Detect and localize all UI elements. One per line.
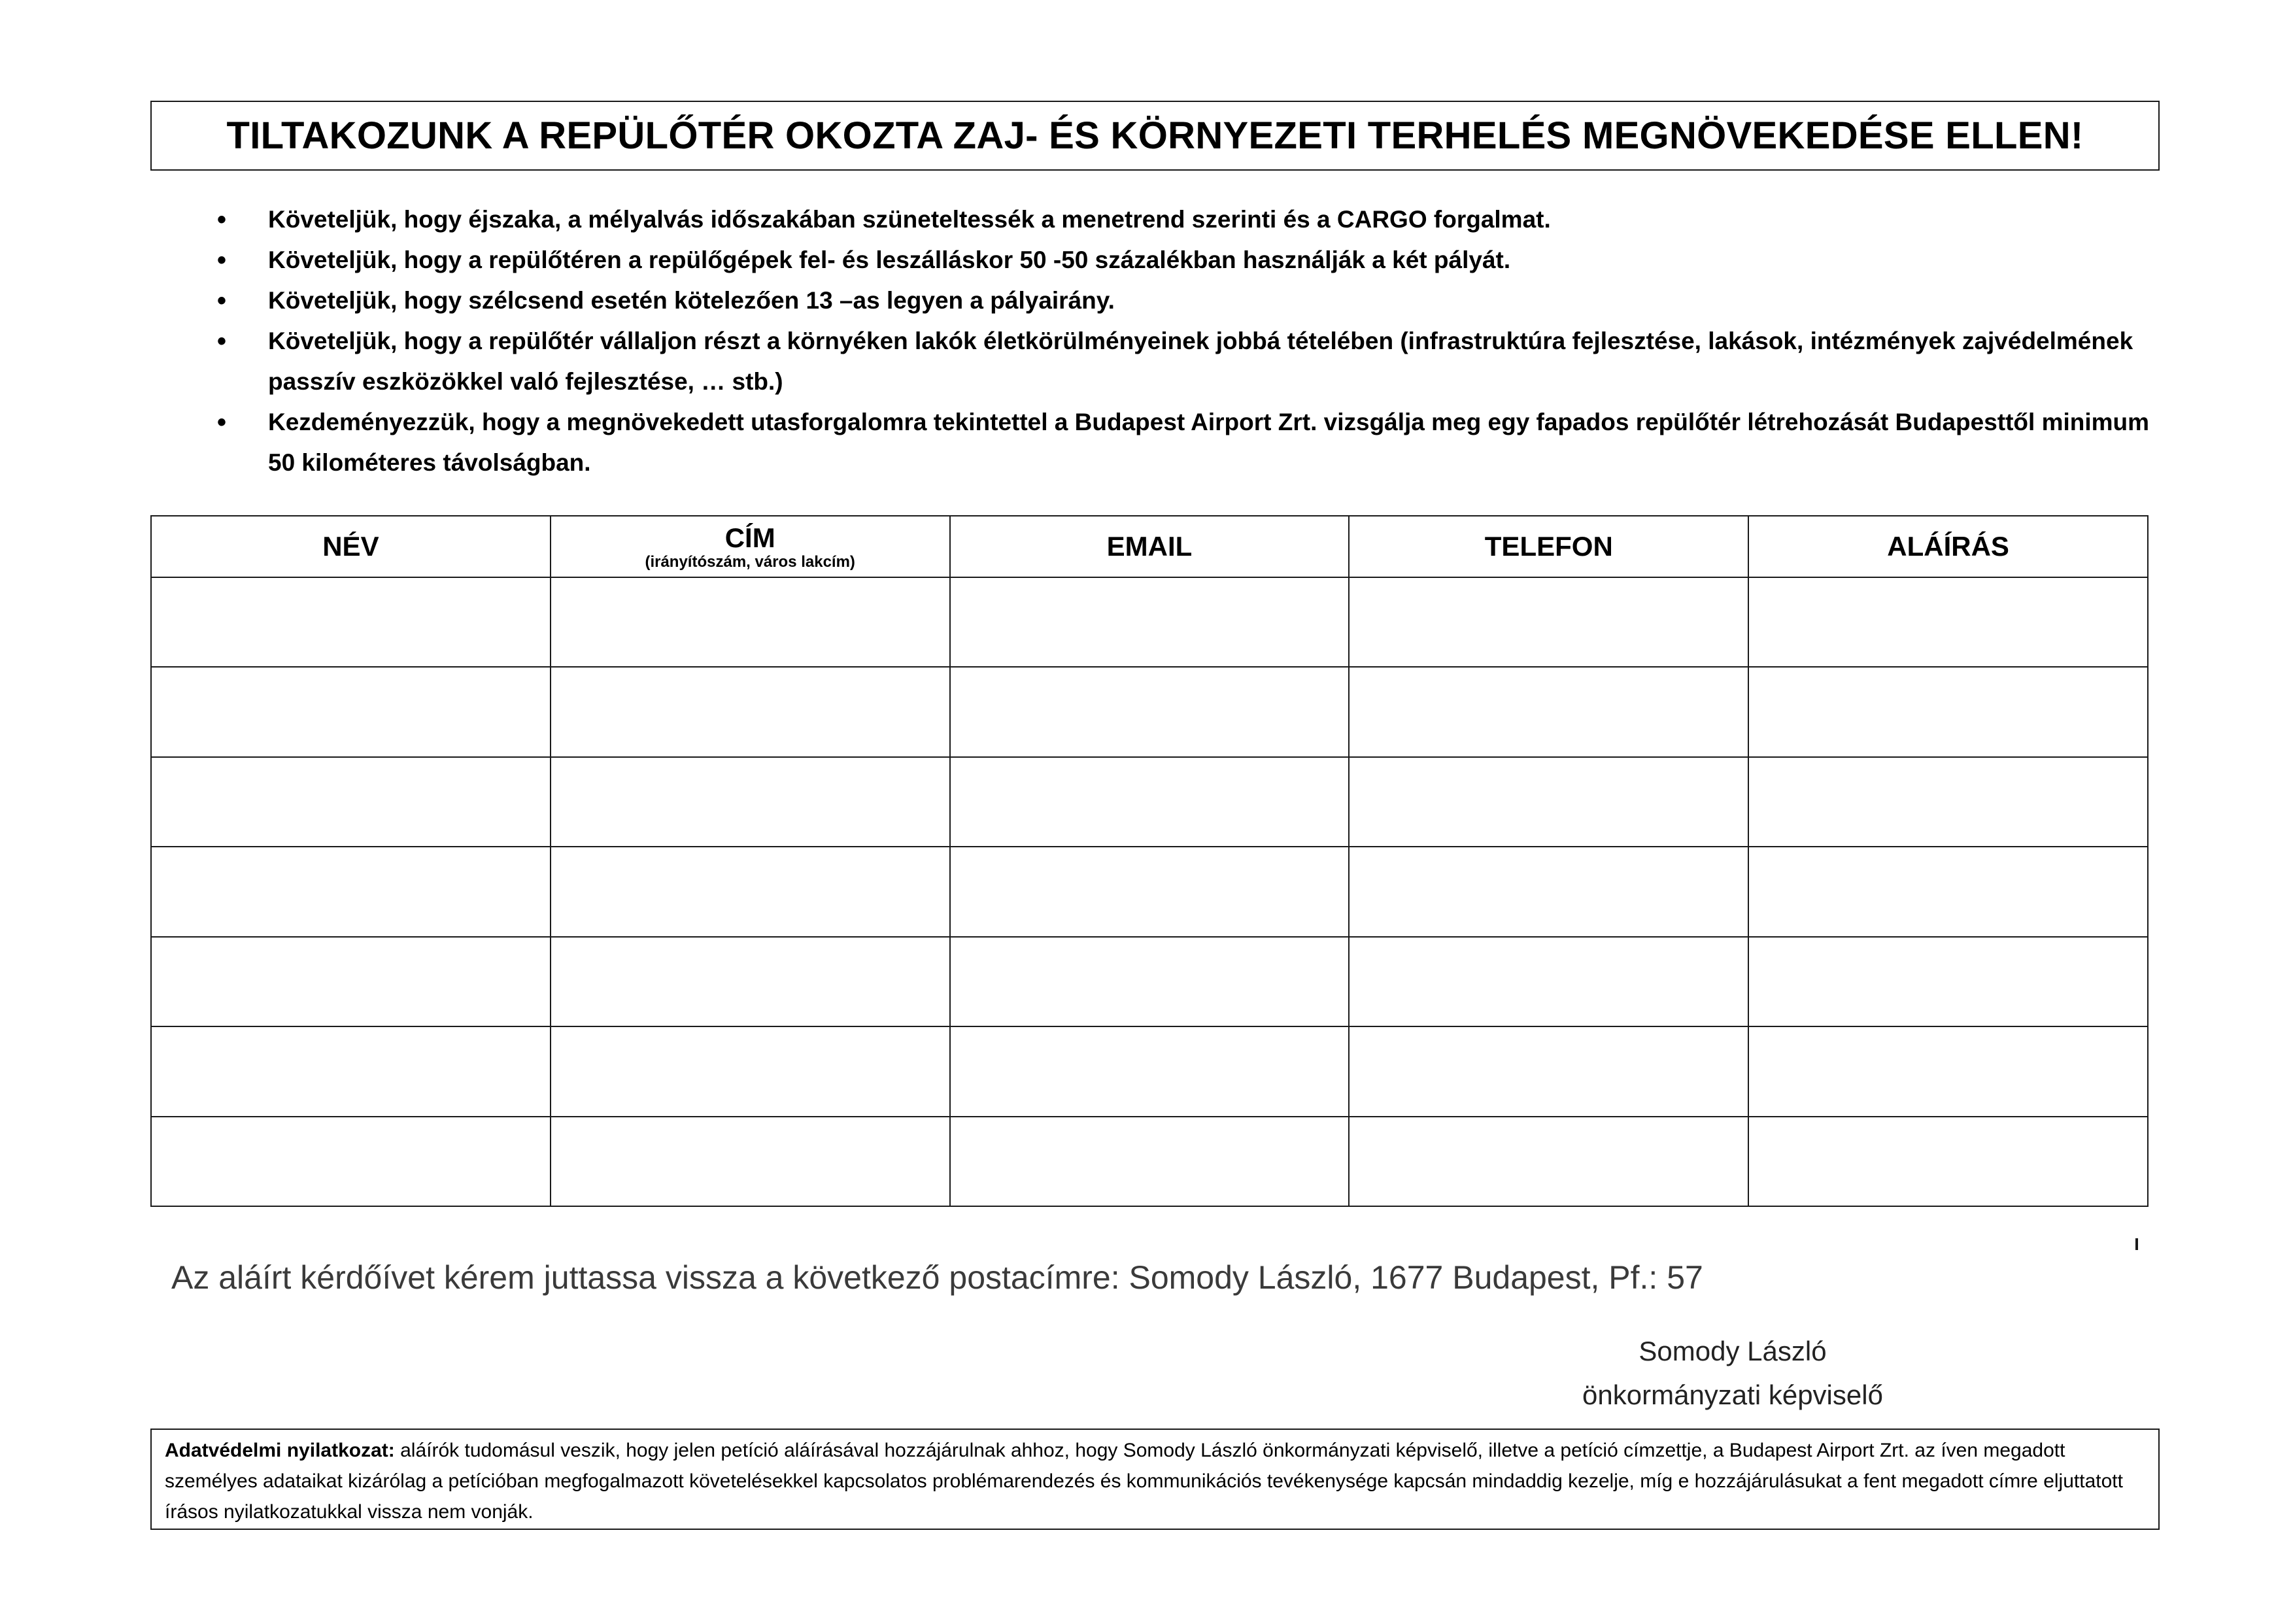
email-cell[interactable] [950, 937, 1350, 1026]
signature-cell[interactable] [1748, 577, 2148, 667]
stray-mark [2135, 1238, 2138, 1250]
name-cell[interactable] [151, 1117, 551, 1206]
signature-table-header [151, 516, 2148, 577]
bullet-icon: • [217, 327, 227, 356]
email-cell[interactable] [950, 577, 1350, 667]
demand-text: Követeljük, hogy a repülőtéren a repülőgépek fel- és leszálláskor 50 -50 százalékban használják a két pályát. [268, 246, 1511, 273]
name-cell[interactable] [151, 667, 551, 756]
address-cell[interactable] [551, 847, 950, 936]
demand-text: Követeljük, hogy szélcsend esetén kötelezően 13 –as legyen a pályairány. [268, 287, 1115, 314]
email-cell[interactable] [950, 1026, 1350, 1116]
column-header-phone: TELEFON [1349, 516, 1748, 577]
phone-cell[interactable] [1349, 937, 1748, 1026]
address-cell[interactable] [551, 577, 950, 667]
column-subheader-address: (irányítószám, város lakcím) [645, 553, 855, 571]
signature-cell[interactable] [1748, 1026, 2148, 1116]
name-cell[interactable] [151, 1026, 551, 1116]
privacy-statement-text: aláírók tudomásul veszik, hogy jelen petíció aláírásával hozzájárulnak ahhoz, hogy Somody László önkormányzati képviselő, illetve a petíció címzettje, a Budapest Airport Zrt. az íven megadott személyes adataikat kizárólag a petícióban megfogalmazott követelésekkel kapcsolatos problémarendezés és kommunikációs tevékenysége kapcsán mindaddig kezelje, míg e hozzájárulásukat a fent megadott címre eljuttatott írásos nyilatkozatukkal vissza nem vonják. [165, 1440, 2123, 1523]
signature-cell[interactable] [1748, 937, 2148, 1026]
return-address-note: Az aláírt kérdőívet kérem juttassa vissza a következő postacímre: Somody László, 1677 Budapest, Pf.: 57 [171, 1259, 1703, 1296]
demand-item [209, 240, 2171, 280]
table-row [151, 1026, 2148, 1116]
demand-text: Kezdeményezzük, hogy a megnövekedett utasforgalomra tekintettel a Budapest Airport Zrt. vizsgálja meg egy fapados repülőtér létrehozását Budapesttől minimum 50 kilométeres távolságban. [268, 409, 2150, 476]
name-cell[interactable] [151, 937, 551, 1026]
bullet-icon: • [217, 286, 227, 315]
petition-title-box [150, 101, 2160, 171]
phone-cell[interactable] [1349, 1026, 1748, 1116]
demand-text: Követeljük, hogy a repülőtér vállaljon részt a környéken lakók életkörülményeinek jobbá tételében (infrastruktúra fejlesztése, lakások, intézmények zajvédelmének passzív eszközökkel való fejlesztése, … stb.) [268, 328, 2133, 395]
address-cell[interactable] [551, 937, 950, 1026]
name-cell[interactable] [151, 577, 551, 667]
column-header-address: CÍM (irányítószám, város lakcím) [551, 516, 950, 577]
phone-cell[interactable] [1349, 847, 1748, 936]
column-header-signature: ALÁÍRÁS [1748, 516, 2148, 577]
table-row [151, 1117, 2148, 1206]
demand-item [209, 280, 2171, 321]
bullet-icon: • [217, 408, 227, 437]
address-cell[interactable] [551, 667, 950, 756]
demand-item [209, 402, 2171, 483]
signature-table [150, 515, 2149, 1207]
email-cell[interactable] [950, 1117, 1350, 1206]
bullet-icon: • [217, 205, 227, 234]
petition-title: TILTAKOZUNK A REPÜLŐTÉR OKOZTA ZAJ- ÉS KÖRNYEZETI TERHELÉS MEGNÖVEKEDÉSE ELLEN! [226, 114, 2084, 157]
column-header-email: EMAIL [950, 516, 1350, 577]
name-cell[interactable] [151, 847, 551, 936]
privacy-statement-box [150, 1429, 2160, 1530]
email-cell[interactable] [950, 847, 1350, 936]
demand-list [209, 199, 2171, 483]
signer-role: önkormányzati képviselő [1582, 1379, 1883, 1410]
column-header-name: NÉV [151, 516, 551, 577]
signature-cell[interactable] [1748, 1117, 2148, 1206]
table-row [151, 667, 2148, 756]
address-cell[interactable] [551, 1026, 950, 1116]
name-cell[interactable] [151, 757, 551, 847]
demand-item [209, 199, 2171, 240]
email-cell[interactable] [950, 757, 1350, 847]
table-row [151, 937, 2148, 1026]
signer-name: Somody László [1639, 1336, 1827, 1366]
address-cell[interactable] [551, 1117, 950, 1206]
phone-cell[interactable] [1349, 667, 1748, 756]
bullet-icon: • [217, 246, 227, 275]
table-row [151, 847, 2148, 936]
address-cell[interactable] [551, 757, 950, 847]
signature-cell[interactable] [1748, 757, 2148, 847]
signature-cell[interactable] [1748, 847, 2148, 936]
demand-text: Követeljük, hogy éjszaka, a mélyalvás időszakában szüneteltessék a menetrend szerinti és a CARGO forgalmat. [268, 206, 1551, 233]
phone-cell[interactable] [1349, 757, 1748, 847]
table-row [151, 577, 2148, 667]
privacy-statement-label: Adatvédelmi nyilatkozat: [165, 1440, 395, 1461]
demand-item [209, 321, 2171, 402]
table-row [151, 757, 2148, 847]
signature-cell[interactable] [1748, 667, 2148, 756]
email-cell[interactable] [950, 667, 1350, 756]
phone-cell[interactable] [1349, 1117, 1748, 1206]
phone-cell[interactable] [1349, 577, 1748, 667]
